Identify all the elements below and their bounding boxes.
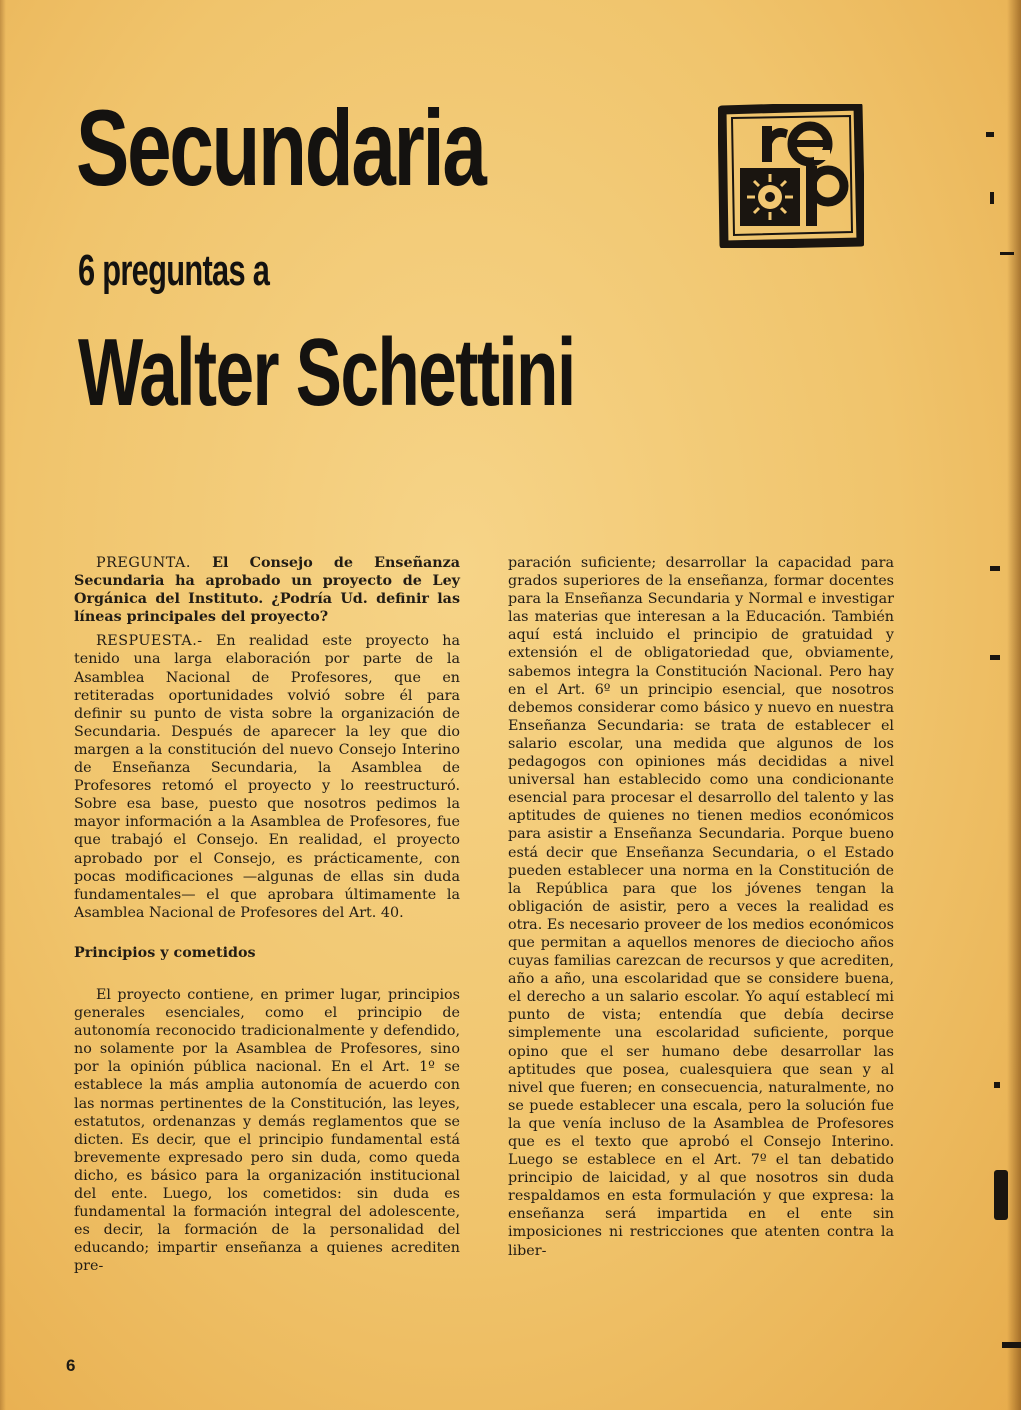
answer-paragraph bbox=[74, 632, 460, 922]
question-paragraph bbox=[74, 554, 460, 626]
question-text: El Consejo de Enseñanza Secundaria ha aprobado un proyecto de Ley Orgánica del Instituto. ¿Podría Ud. definir las líneas principales del proyecto? bbox=[74, 555, 460, 626]
scan-mark bbox=[994, 1170, 1008, 1220]
answer-label: RESPUESTA.- bbox=[96, 633, 203, 650]
article-column-right bbox=[508, 554, 894, 1260]
page-number: 6 bbox=[66, 1356, 76, 1375]
article-subtitle: 6 preguntas a bbox=[78, 246, 270, 295]
rep-logo-icon bbox=[718, 104, 864, 248]
scan-mark bbox=[990, 655, 1000, 660]
rep-logo-graphic bbox=[718, 104, 864, 248]
scan-mark bbox=[1000, 252, 1014, 255]
article-title: Secundaria bbox=[76, 87, 485, 208]
article-column-left bbox=[74, 554, 460, 1275]
scan-mark bbox=[1002, 1342, 1021, 1348]
section-heading: Principios y cometidos bbox=[74, 944, 256, 961]
scan-mark bbox=[986, 132, 994, 137]
body-paragraph-right: paración suficiente; desarrollar la capacidad para grados superiores de la enseñanza, formar docentes para la Enseñanza Secundaria y Normal e investigar las materias que interesan a la Educación. También aquí está incluido el principio de gratuidad y extensión el de obligatoriedad que, obviamente, sabemos integra la Constitución Nacional. Pero hay en el Art. 6º un principio esencial, que nosotros debemos considerar como básico y nuevo en nuestra Enseñanza Secundaria: se trata de establecer el salario escolar, una medida que algunos de los pedagogos con opiniones más decididas a nivel universal han establecido como una condicionante esencial para procesar el desarrollo del talento y las aptitudes de quienes no tienen medios económicos para asistir a Enseñanza Secundaria. Porque bueno está decir que Enseñanza Secundaria, o el Estado pueden establecer una norma en la Constitución de la República para que los jóvenes tengan la obligación de asistir, pero a veces la realidad es otra. Es necesario proveer de los medios económicos que permitan a aquellos menores de dieciocho años cuyas familias carezcan de recursos y que acrediten, año a año, una escolaridad que se considere buena, el derecho a un salario escolar. Yo aquí establecí mi punto de vista; entendía que debía decirse simplemente una escolaridad suficiente, porque opino que el ser humano debe desarrollar las aptitudes que posea, cualesquiera que sean y al nivel que fueren; en consecuencia, naturalmente, no se puede establecer una escala, pero la solución fue la que venía incluso de la Asamblea de Profesores que es el texto que aprobó el Consejo Interino. Luego se establece en el Art. 7º el tan debatido principio de laicidad, y al que nosotros sin duda respaldamos en esta formulación y que expresa: la enseñanza será impartida en el ente sin imposiciones ni restricciones que atenten contra la liber- bbox=[508, 555, 894, 1259]
interviewee-name: Walter Schettini bbox=[78, 319, 575, 426]
page-edge-left bbox=[0, 0, 6, 1410]
scan-mark bbox=[990, 192, 994, 204]
page-edge-shadow bbox=[1007, 0, 1021, 1410]
scan-mark bbox=[990, 566, 1000, 571]
question-label: PREGUNTA. bbox=[96, 555, 191, 571]
answer-text: En realidad este proyecto ha tenido una larga elaboración por parte de la Asamblea Nacional de Profesores, que en retiteradas oportunidades volvió sobre él para definir su punto de vista sobre la organización de Secundaria. Después de aparecer la ley que dio margen a la constitución del nuevo Consejo Interino de Enseñanza Secundaria, la Asamblea de Profesores retomó el proyecto y lo reestructuró. Sobre esa base, puesto que nosotros pedimos la mayor información a la Asamblea de Profesores, fue que trabajó el Consejo. En realidad, el proyecto aprobado por el Consejo, es prácticamente, con pocas modificaciones —algunas de ellas sin duda fundamentales— el que aprobara últimamente la Asamblea Nacional de Profesores del Art. 40. bbox=[74, 633, 461, 921]
body-paragraph-left: El proyecto contiene, en primer lugar, principios generales esenciales, como el principio de autonomía reconocido tradicionalmente y defendido, no solamente por la Asamblea de Profesores, sino por la opinión pública nacional. En el Art. 1º se establece la más amplia autonomía de acuerdo con las normas pertinentes de la Constitución, las leyes, estatutos, ordenanzas y demás reglamentos que se dicten. Es decir, que el principio fundamental está brevemente expresado pero sin duda, como queda dicho, es básico para la organización institucional del ente. Luego, los cometidos: sin duda es fundamental la formación integral del adolescente, es decir, la formación de la personalidad del educando; impartir enseñanza a quienes acrediten pre- bbox=[74, 986, 460, 1275]
scan-mark bbox=[994, 1082, 1000, 1088]
